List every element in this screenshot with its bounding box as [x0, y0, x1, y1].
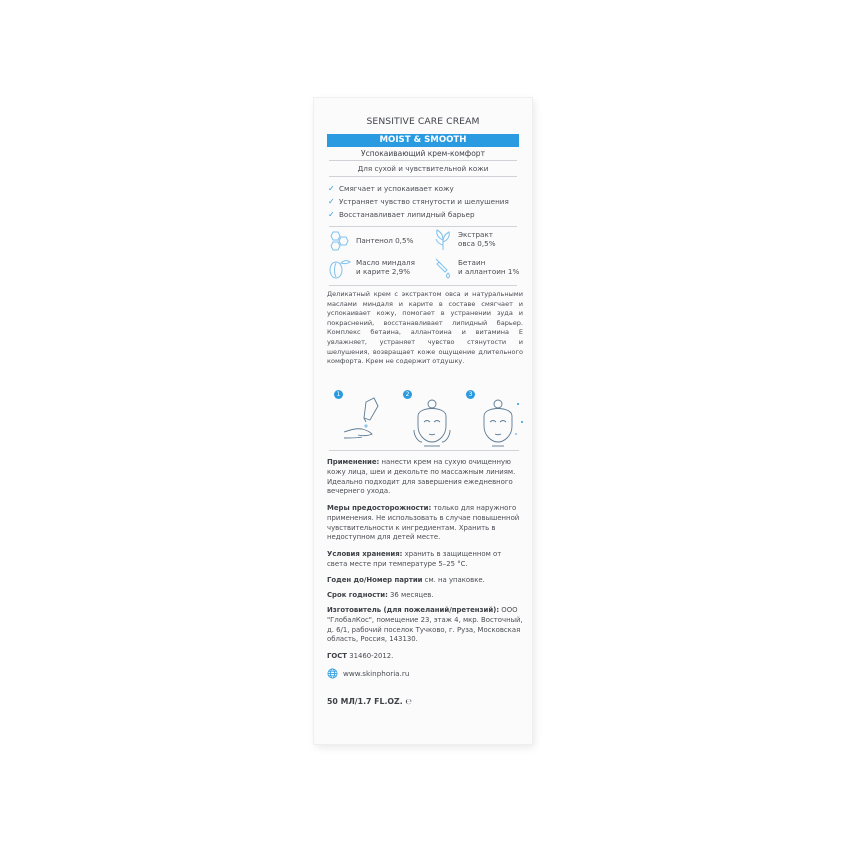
hexagon-molecule-icon: [326, 230, 352, 252]
benefit-item: ✓ Устраняет чувство стянутости и шелушения: [328, 197, 509, 207]
shelf-life-section: Срок годности: 36 месяцев.: [327, 591, 434, 599]
hand-tube-icon: [340, 394, 388, 442]
step-3-badge: 3: [466, 390, 475, 399]
divider: [329, 450, 519, 451]
ingredient-almond: Масло миндаля и карите 2,9%: [326, 256, 415, 280]
product-title: SENSITIVE CARE CREAM: [366, 116, 480, 127]
check-icon: ✓: [328, 197, 335, 207]
almond-icon: [326, 256, 352, 280]
volume-label: 50 МЛ/1.7 FL.OZ. ℮: [327, 697, 413, 706]
usage-section: Применение: нанести крем на сухую очищенную кожу лица, шеи и декольте по массажным линиям. Идеально подходит для завершения ежедневного вечернего ухода.: [327, 458, 516, 496]
manufacturer-section: Изготовитель (для пожеланий/претензий): ООО "ГлобалКос", помещение 23, этаж 4, мкр. Восточный, д. 6/1, рабочий поселок Тучково, г. Руза, Московская область, Россия, 143130.: [327, 606, 523, 644]
ingredient-betaine: Бетаин и аллантоин 1%: [432, 256, 519, 280]
gost-section: ГОСТ 31460-2012.: [327, 652, 394, 660]
divider: [329, 226, 517, 227]
ingredient-panthenol: Пантенол 0,5%: [326, 230, 413, 252]
oat-leaf-icon: [432, 228, 454, 252]
skin-type-label: Для сухой и чувствительной кожи: [357, 164, 489, 173]
face-massage-icon: [404, 398, 460, 448]
product-description: Деликатный крем с экстрактом овса и натуральными маслами миндаля и карите в составе смягчает и успокаивает кожу, помогает в устранении зуда и покраснений, восстанавливает липидный барьер. Комплекс бетаина, аллантоина и витамина Е увлажняет, устраняет чувство стянутости и шелушения, возвращает коже ощущение длительного комфорта. Крем не содержит отдушку.: [327, 290, 523, 366]
product-line-banner: MOIST & SMOOTH: [327, 134, 519, 147]
check-icon: ✓: [328, 184, 335, 194]
divider: [329, 160, 517, 161]
batch-section: Годен до/Номер партии см. на упаковке.: [327, 576, 485, 584]
check-icon: ✓: [328, 210, 335, 220]
storage-section: Условия хранения: хранить в защищенном от света месте при температуре 5–25 °С.: [327, 550, 502, 568]
face-result-icon: [472, 398, 528, 448]
website-link[interactable]: www.skinphoria.ru: [327, 668, 409, 679]
benefits-list: [328, 182, 528, 222]
dropper-icon: [432, 256, 454, 280]
divider: [329, 176, 517, 177]
benefit-item: ✓ Восстанавливает липидный барьер: [328, 210, 475, 220]
globe-icon: [327, 668, 338, 679]
benefit-item: ✓ Смягчает и успокаивает кожу: [328, 184, 454, 194]
step-1-badge: 1: [334, 390, 343, 399]
step-2-badge: 2: [403, 390, 412, 399]
divider: [329, 285, 517, 286]
product-subtitle: Успокаивающий крем-комфорт: [361, 149, 485, 158]
product-box: [314, 98, 532, 744]
ingredient-oat: Экстракт овса 0,5%: [432, 228, 496, 252]
precautions-section: Меры предосторожности: только для наружного применения. Не использовать в случае повышенной чувствительности к ингредиентам. Хранить в недоступном для детей месте.: [327, 504, 520, 542]
